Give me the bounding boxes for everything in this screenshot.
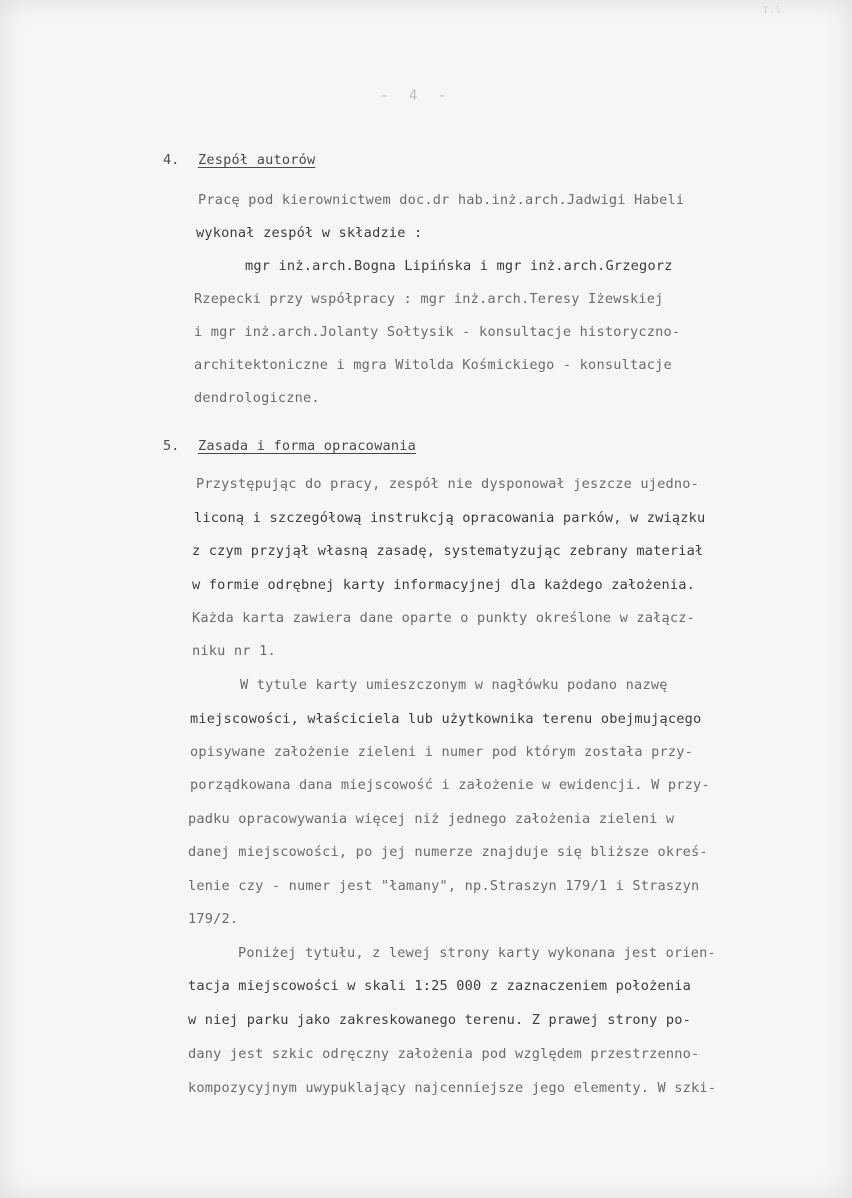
section-5-line-12: danej miejscowości, po jej numerze znajduje się bliższe okreś- [188,844,708,860]
section-5-line-2: liconą i szczegółową instrukcją opracowania parków, w związku [194,510,706,526]
section-4-line-2: wykonał zespół w składzie : [196,225,423,241]
section-4-title: Zespół autorów [198,152,316,168]
section-4-line-1: Pracę pod kierownictwem doc.dr hab.inż.arch.Jadwigi Habeli [198,192,685,208]
scan-mark: T.l [762,6,782,16]
section-4-line-7: dendrologiczne. [194,390,320,406]
section-5-line-18: dany jest szkic odręczny założenia pod względem przestrzenno- [188,1046,700,1062]
section-5-line-3: z czym przyjął własną zasadę, systematyzując zebrany materiał [192,543,704,559]
section-5-line-9: opisywane założenie zieleni i numer pod którym została przy- [190,744,694,760]
section-5-line-15: Poniżej tytułu, z lewej strony karty wykonana jest orien- [238,945,716,961]
section-5-line-1: Przystępując do pracy, zespół nie dysponował jeszcze ujedno- [196,476,700,492]
section-5-line-7: W tytule karty umieszczonym w nagłówku podano nazwę [240,677,668,693]
section-5-number: 5. [163,438,180,454]
section-4-line-6: architektoniczne i mgra Witolda Kośmickiego - konsultacje [194,357,672,373]
section-5-line-16: tacja miejscowości w skali 1:25 000 z zaznaczeniem położenia [188,978,692,994]
section-4-line-3: mgr inż.arch.Bogna Lipińska i mgr inż.arch.Grzegorz [245,258,673,274]
section-5-line-4: w formie odrębnej karty informacyjnej dla każdego założenia. [192,577,696,593]
section-5-line-11: padku opracowywania więcej niż jednego założenia zieleni w [188,811,675,827]
page-number: - 4 - [380,88,453,104]
section-4-number: 4. [163,152,180,168]
section-5-line-10: porządkowana dana miejscowość i założenie w ewidencji. W przy- [190,777,710,793]
section-5-title: Zasada i forma opracowania [198,438,416,454]
section-4-line-4: Rzepecki przy współpracy : mgr inż.arch.Teresy Iżewskiej [194,291,664,307]
section-5-line-14: 179/2. [188,911,239,927]
section-5-line-5: Każda karta zawiera dane oparte o punkty określone w załącz- [192,610,696,626]
section-5-line-13: lenie czy - numer jest "łamany", np.Straszyn 179/1 i Straszyn [188,878,700,894]
section-4-line-5: i mgr inż.arch.Jolanty Sołtysik - konsultacje historyczno- [194,324,681,340]
section-5-line-19: kompozycyjnym uwypuklający najcenniejsze jego elementy. W szki- [188,1080,717,1096]
section-5-line-17: w niej parku jako zakreskowanego terenu. Z prawej strony po- [188,1012,692,1028]
section-5-line-6: niku nr 1. [192,643,276,659]
section-5-line-8: miejscowości, właściciela lub użytkownika terenu obejmującego [190,711,702,727]
